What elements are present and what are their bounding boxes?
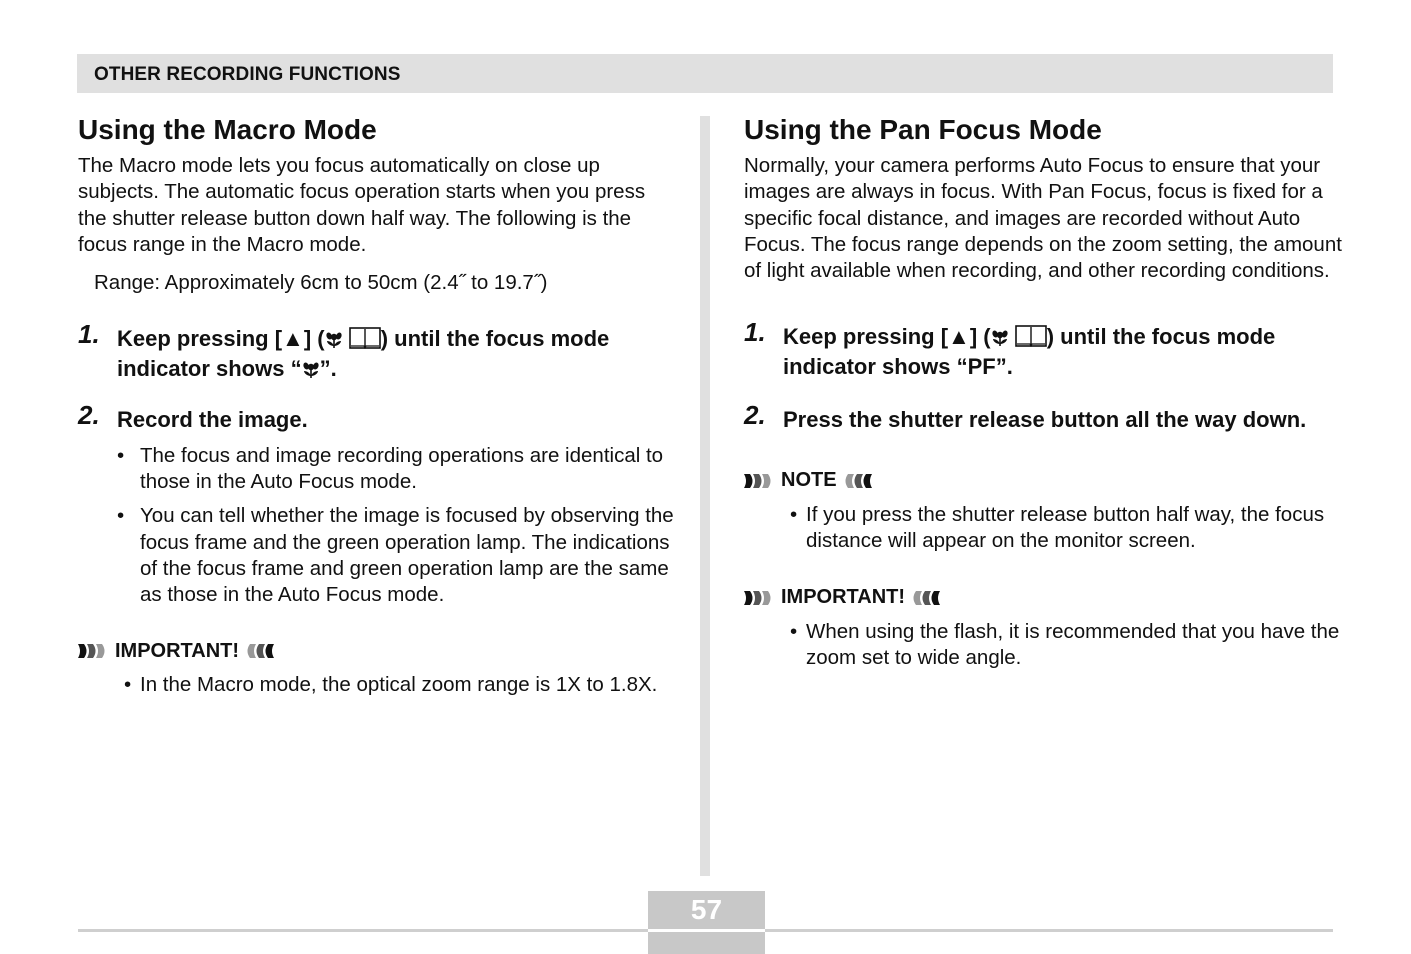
triple-arrow-right-icon [78,643,107,659]
important-list [790,619,1344,672]
section-header-bar [77,54,1333,93]
macro-step-1 [78,319,678,383]
macro-mode-section [78,112,678,699]
list-item [117,503,678,608]
step-text: Press the shutter release button all the way down. [783,407,1307,433]
pan-focus-title: Using the Pan Focus Mode [744,114,1102,145]
book-icon [349,327,381,349]
step-text-part: ) until the focus mode indicator shows “PF”. [783,324,1276,379]
step-text-part: Keep pressing [▲] ( [117,326,325,352]
pan-focus-step-2 [744,400,1344,435]
macro-mode-title: Using the Macro Mode [78,114,377,145]
bullet-dot: • [117,443,125,467]
list-item-text: If you press the shutter release button half way, the focus distance will appear on the monitor screen. [806,502,1325,553]
macro-flower-icon [302,361,320,379]
macro-flower-icon [325,331,343,349]
note-list [790,502,1344,555]
list-item-text: In the Macro mode, the optical zoom range is 1X to 1.8X. [140,673,658,697]
macro-flower-icon [991,329,1009,347]
step-number: 1. [78,319,100,350]
note-label: NOTE [781,469,837,492]
section-title: OTHER RECORDING FUNCTIONS [94,64,401,85]
triple-arrow-right-icon [744,473,773,489]
bullet-dot: • [790,502,798,526]
column-divider [700,116,710,876]
important-heading [744,585,1344,611]
list-item [124,672,678,698]
pan-focus-step-1 [744,317,1344,381]
macro-range: Range: Approximately 6cm to 50cm (2.4˝ to 19.7˝) [94,271,548,295]
macro-mode-intro: The Macro mode lets you focus automatically on close up subjects. The automatic focus operation starts when you press the shutter release button down half way. The following is the focus range in the Macro mode. [78,154,646,256]
important-list [124,672,678,698]
macro-bullet-list [117,443,678,609]
list-item [790,619,1344,672]
note-heading [744,468,1344,494]
pan-focus-section [744,112,1344,671]
macro-step-2 [78,400,678,435]
important-label: IMPORTANT! [781,586,906,609]
list-item [790,502,1344,555]
page-box-divider [648,929,765,932]
triple-arrow-left-icon [245,643,274,659]
step-number: 2. [744,400,766,431]
triple-arrow-left-icon [911,590,940,606]
list-item-text: When using the flash, it is recommended that you have the zoom set to wide angle. [806,619,1340,669]
bullet-dot: • [124,673,132,697]
important-heading [78,638,678,664]
bullet-dot: • [117,504,125,528]
page-number: 57 [690,894,723,925]
list-item-text: You can tell whether the image is focused by observing the focus frame and the green operation lamp. The indications of the focus frame and green operation lamp are the same as those in the Auto Focus mode. [140,504,674,607]
pan-focus-intro: Normally, your camera performs Auto Focus to ensure that your images are always in focus. With Pan Focus, focus is fixed for a specific focal distance, and images are recorded without Auto Focus. The focus range depends on the zoom setting, the amount of light available when recording, and other recording conditions. [744,154,1342,283]
step-text-part: Keep pressing [▲] ( [783,324,991,350]
list-item [117,443,678,496]
page-number-box [648,891,765,954]
step-text: Record the image. [117,407,308,433]
step-number: 2. [78,400,100,431]
step-text-part: ”. [319,355,337,381]
step-text-part: ) until the focus mode indicator shows “ [117,326,610,381]
triple-arrow-left-icon [843,473,872,489]
triple-arrow-right-icon [744,590,773,606]
list-item-text: The focus and image recording operations are identical to those in the Auto Focus mode. [140,443,664,493]
step-number: 1. [744,317,766,348]
book-icon [1015,325,1047,347]
important-label: IMPORTANT! [115,639,240,662]
bullet-dot: • [790,619,798,643]
